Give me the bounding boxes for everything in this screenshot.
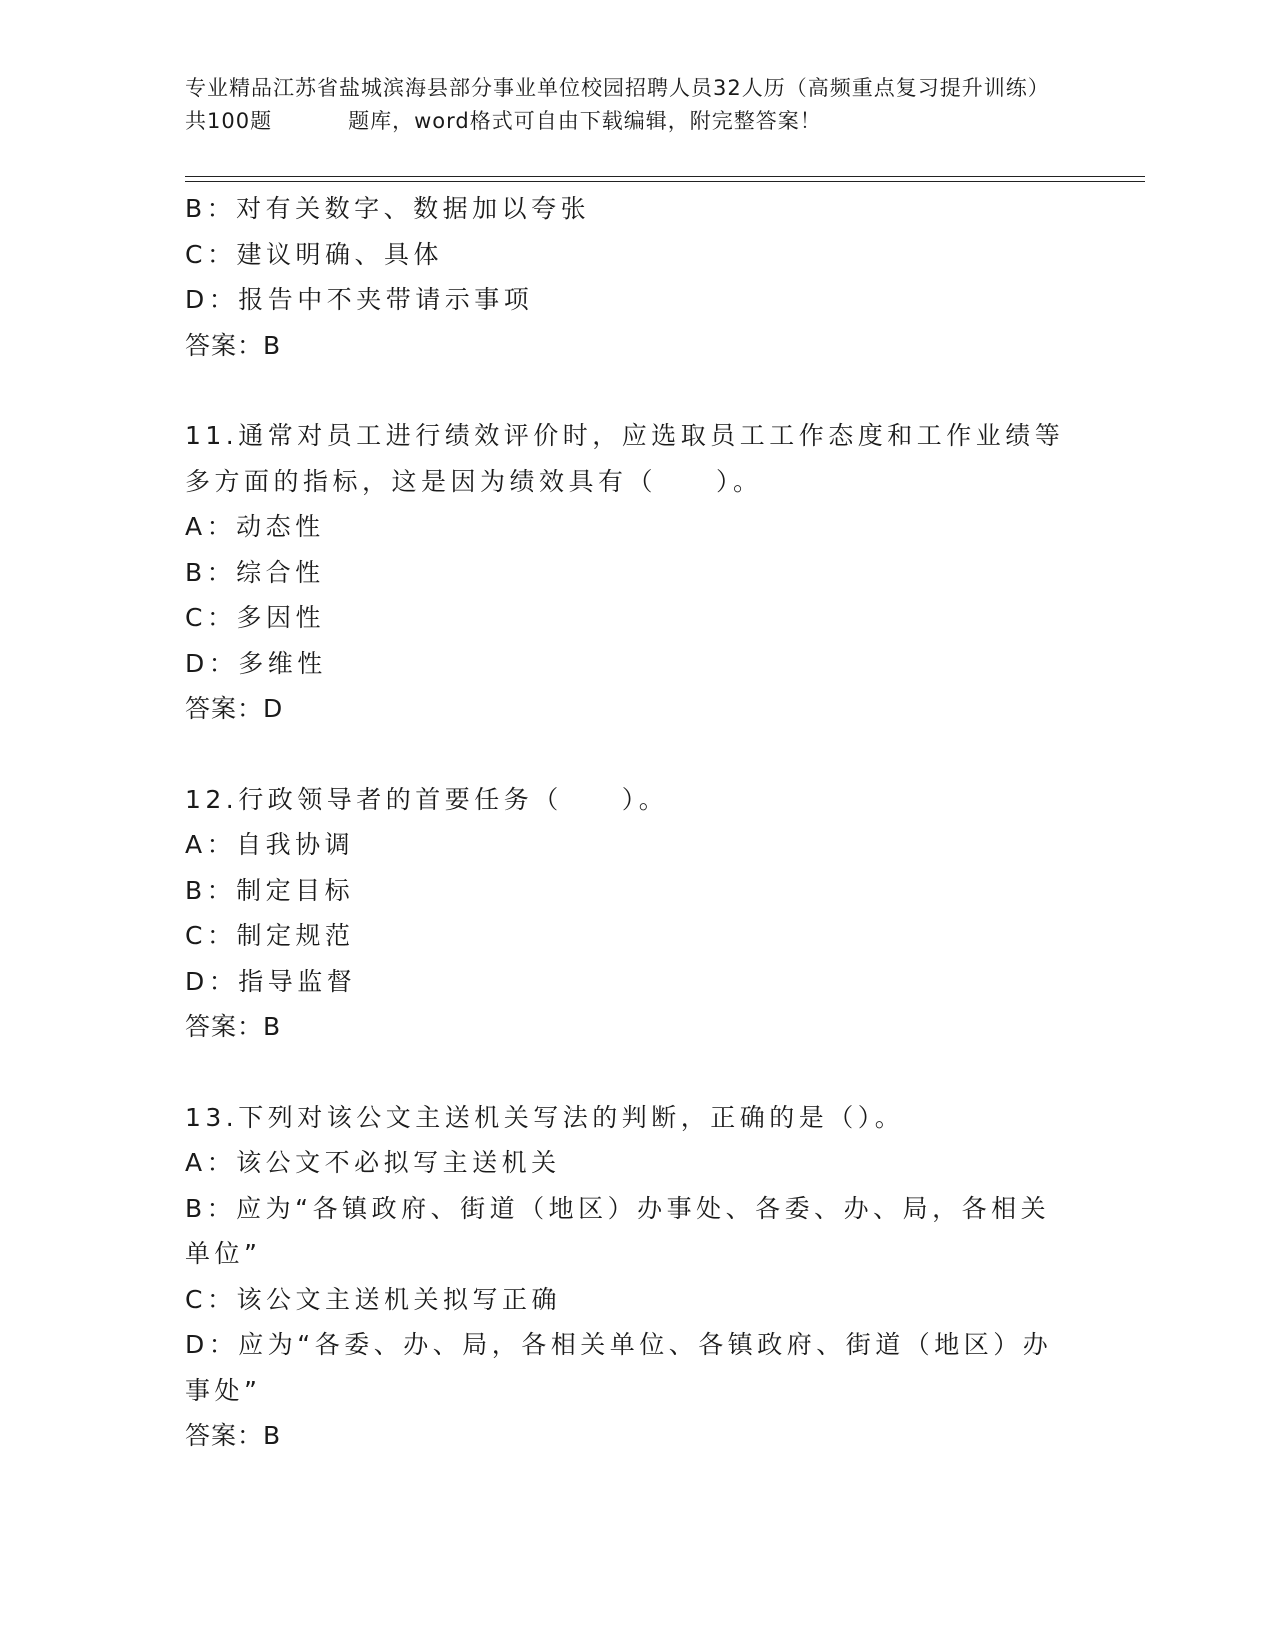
question-11	[185, 413, 1075, 732]
document-header	[185, 72, 1065, 138]
option-d: D：指导监督	[185, 966, 357, 996]
option-b: B：制定目标	[185, 875, 355, 905]
question-stem: 11.通常对员工进行绩效评价时，应选取员工工作态度和工作业绩等多方面的指标，这是因为绩效具有（ ）。	[185, 421, 1065, 496]
question-stem: 12.行政领导者的首要任务（ ）。	[185, 784, 669, 814]
spacer	[185, 732, 1075, 777]
answer-line: 答案：B	[185, 1421, 282, 1450]
option-a: A：自我协调	[185, 830, 355, 859]
option-c: C：多因性	[185, 603, 325, 632]
spacer	[185, 368, 1075, 413]
option-a: A：动态性	[185, 512, 325, 541]
header-subtitle: 题库，word格式可自由下载编辑，附完整答案！	[348, 109, 822, 133]
question-10-tail	[185, 186, 1075, 368]
question-12	[185, 777, 1075, 1050]
question-content	[185, 186, 1075, 1459]
header-divider-top	[185, 176, 1145, 177]
option-c: C：制定规范	[185, 921, 355, 950]
option-d: D：报告中不夹带请示事项	[185, 285, 534, 314]
answer-line: 答案：B	[185, 330, 282, 360]
answer-line: 答案：B	[185, 1012, 282, 1041]
option-c: C：建议明确、具体	[185, 239, 443, 269]
answer-line: 答案：D	[185, 694, 284, 723]
option-a: A：该公文不必拟写主送机关	[185, 1148, 561, 1177]
question-stem: 13.下列对该公文主送机关写法的判断，正确的是（）。	[185, 1102, 905, 1132]
option-b: B：综合性	[185, 557, 325, 587]
header-divider-bottom	[185, 181, 1145, 182]
option-c: C：该公文主送机关拟写正确	[185, 1284, 561, 1314]
question-13	[185, 1095, 1075, 1459]
header-title: 专业精品江苏省盐城滨海县部分事业单位校园招聘人员32人历（高频重点复习提升训练）共100题	[185, 76, 1050, 133]
option-b: B：对有关数字、数据加以夸张	[185, 194, 591, 223]
option-d: D：多维性	[185, 648, 327, 678]
option-b: B：应为“各镇政府、街道（地区）办事处、各委、办、局，各相关单位”	[185, 1193, 1051, 1268]
spacer	[185, 1050, 1075, 1095]
option-d: D：应为“各委、办、局，各相关单位、各镇政府、街道（地区）办事处”	[185, 1330, 1053, 1405]
